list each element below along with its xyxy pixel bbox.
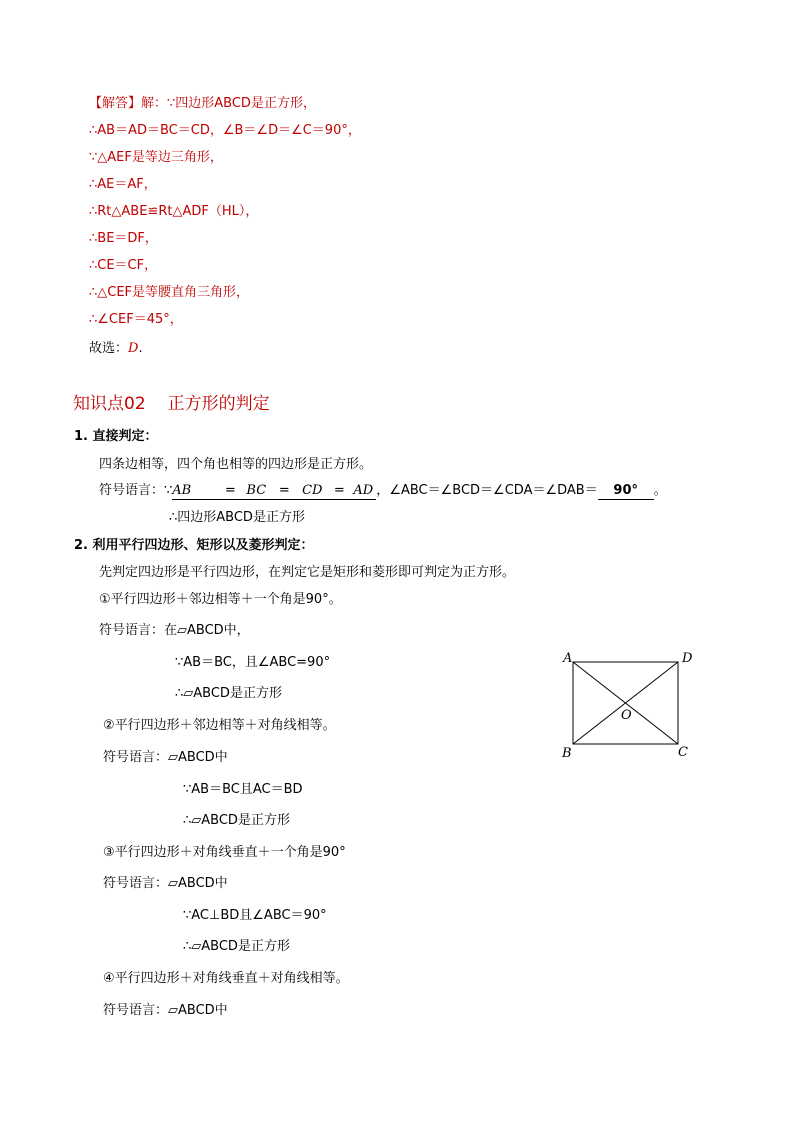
section-number: 知识点02 bbox=[73, 394, 146, 414]
square-figure bbox=[555, 645, 705, 760]
section-title: 正方形的判定 bbox=[167, 394, 270, 414]
case3-symbol: 符号语言：▱ABCD中 bbox=[103, 876, 228, 891]
point2-desc: 先判定四边形是平行四边形，在判定它是矩形和菱形即可判定为正方形。 bbox=[99, 565, 516, 580]
case2-title: ②平行四边形＋邻边相等＋对角线相等。 bbox=[103, 718, 336, 733]
because-sign: ∵ bbox=[164, 483, 173, 498]
solution-line-9: ∴∠CEF＝45°， bbox=[89, 312, 183, 327]
solution-line-3: ∵△AEF是等边三角形， bbox=[89, 150, 223, 165]
angle-value: 90° bbox=[598, 483, 654, 500]
case1-conclusion: ∴▱ABCD是正方形 bbox=[175, 686, 282, 701]
vertex-a-label: A bbox=[563, 651, 573, 666]
point1-title: 1. 直接判定： bbox=[74, 429, 158, 444]
point1-desc: 四条边相等，四个角也相等的四边形是正方形。 bbox=[99, 457, 373, 472]
case2-symbol: 符号语言：▱ABCD中 bbox=[103, 750, 228, 765]
answer-prefix: 故选： bbox=[89, 341, 129, 356]
section-heading bbox=[73, 392, 270, 416]
case1-condition: ∵AB＝BC，且∠ABC=90° bbox=[175, 655, 331, 670]
answer-value: D bbox=[128, 341, 139, 356]
answer-suffix: . bbox=[138, 341, 143, 356]
case1-title: ①平行四边形＋邻边相等＋一个角是90°。 bbox=[99, 592, 342, 607]
point1-symbol: 符号语言：∵AB = BC = CD = AD ，∠ABC＝∠BCD＝∠CDA＝∠DAB＝ 90° 。 bbox=[99, 483, 667, 498]
case1-symbol: 符号语言：在▱ABCD中， bbox=[99, 623, 250, 638]
eq-3: = bbox=[328, 483, 350, 500]
solution-line-1: 【解答】解：∵四边形ABCD是正方形， bbox=[89, 96, 316, 111]
case3-condition: ∵AC⊥BD且∠ABC＝90° bbox=[183, 908, 327, 923]
case3-title: ③平行四边形＋对角线垂直＋一个角是90° bbox=[103, 845, 346, 860]
case4-symbol: 符号语言：▱ABCD中 bbox=[103, 1003, 228, 1018]
solution-line-5: ∴Rt△ABE≌Rt△ADF（HL）， bbox=[89, 204, 259, 219]
solution-line-2: ∴AB＝AD＝BC＝CD，∠B＝∠D＝∠C＝90°， bbox=[89, 123, 361, 138]
case3-conclusion: ∴▱ABCD是正方形 bbox=[183, 939, 290, 954]
side-ab: AB bbox=[172, 483, 220, 500]
case2-condition: ∵AB＝BC且AC＝BD bbox=[183, 782, 303, 797]
point1-symbol-label: 符号语言： bbox=[99, 483, 165, 498]
point2-title: 2. 利用平行四边形、矩形以及菱形判定： bbox=[74, 538, 314, 553]
vertex-c-label: C bbox=[678, 745, 688, 760]
vertex-d-label: D bbox=[682, 651, 693, 666]
eq-2: = bbox=[272, 483, 296, 500]
side-bc: BC bbox=[240, 483, 272, 500]
angles-text: ∠ABC＝∠BCD＝∠CDA＝∠DAB＝ bbox=[389, 483, 598, 498]
solution-line-7: ∴CE＝CF， bbox=[89, 258, 158, 273]
side-ad: AD bbox=[350, 483, 376, 500]
case2-conclusion: ∴▱ABCD是正方形 bbox=[183, 813, 290, 828]
point1-conclusion: ∴四边形ABCD是正方形 bbox=[169, 510, 305, 525]
case4-title: ④平行四边形＋对角线垂直＋对角线相等。 bbox=[103, 971, 349, 986]
point1-end: 。 bbox=[653, 483, 667, 498]
eq-1: = bbox=[220, 483, 240, 500]
center-o-label: O bbox=[621, 708, 632, 723]
solution-line-8: ∴△CEF是等腰直角三角形， bbox=[89, 285, 250, 300]
vertex-b-label: B bbox=[562, 746, 572, 760]
solution-line-4: ∴AE＝AF， bbox=[89, 177, 157, 192]
solution-line-6: ∴BE＝DF， bbox=[89, 231, 158, 246]
side-cd: CD bbox=[296, 483, 328, 500]
answer-line bbox=[89, 339, 143, 359]
